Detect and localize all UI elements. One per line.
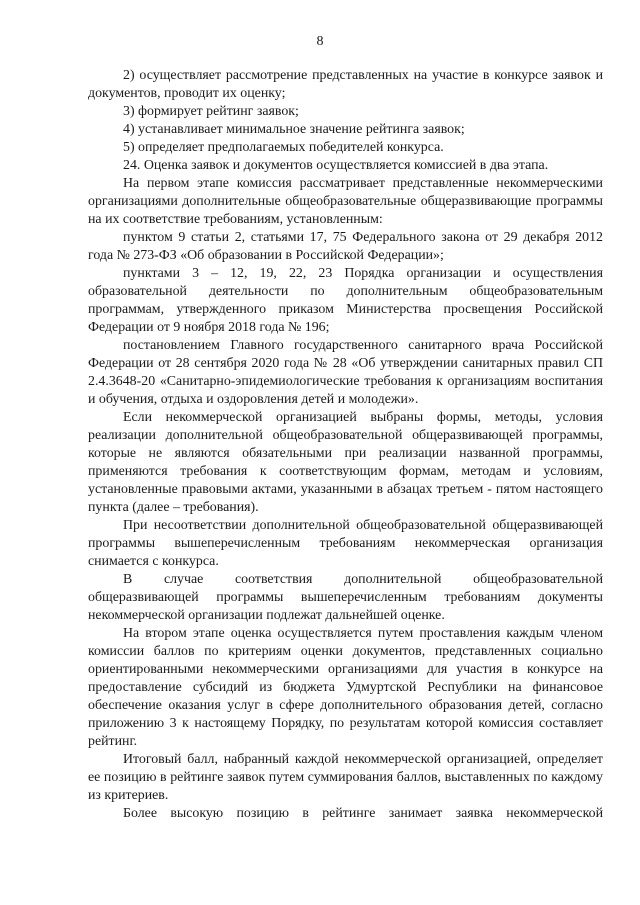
paragraph-sanitary-rules: постановлением Главного государственного санитарного врача Российской Федерации от 28 сентября 2020 года № 28 «Об утверждении санитарных правил СП 2.4.3648-20 «Санитарно-эпидемиологические требования к организациям воспитания и обучения, отдыха и оздоровления детей и молодежи».	[88, 338, 603, 407]
paragraph-noncompliance: При несоответствии дополнительной общеобразовательной общеразвивающей программы вышеперечисленным требованиям некоммерческая организация снимается с конкурса.	[88, 518, 603, 569]
paragraph-second-stage: На втором этапе оценка осуществляется путем проставления каждым членом комиссии баллов по критериям оценки документов, представленных социально ориентированными некоммерческими организациями для участия в конкурсе на предоставление субсидий из бюджета Удмуртской Республики на финансовое обеспечение оказания услуг в сфере дополнительного образования детей, согласно приложению 3 к настоящему Порядку, по результатам которой комиссия составляет рейтинг.	[88, 626, 603, 749]
paragraph-optional-forms: Если некоммерческой организацией выбраны формы, методы, условия реализации дополнительной общеобразовательной общеразвивающей программы, которые не являются обязательными при реализации названной программы, применяются требования к соответствующим формам, методам и условиям, установленные правовыми актами, указанными в абзацах третьем - пятом настоящего пункта (далее – требования).	[88, 410, 603, 515]
paragraph-item-4: 4) устанавливает минимальное значение рейтинга заявок;	[123, 122, 465, 137]
paragraph-compliance: В случае соответствия дополнительной общеобразовательной общеразвивающей программы вышеперечисленным требованиям документы некоммерческой организации подлежат дальнейшей оценке.	[88, 572, 603, 623]
paragraph-total-score: Итоговый балл, набранный каждой некоммерческой организацией, определяет ее позицию в рейтинге заявок путем суммирования баллов, выставленных по каждому из критериев.	[88, 752, 603, 803]
paragraph-item-2: 2) осуществляет рассмотрение представленных на участие в конкурсе заявок и документов, проводит их оценку;	[88, 68, 603, 101]
paragraph-order-points: пунктами 3 – 12, 19, 22, 23 Порядка организации и осуществления образовательной деятельности по дополнительным общеобразовательным программам, утвержденного приказом Министерства просвещения Российской Федерации от 9 ноября 2018 года № 196;	[88, 266, 603, 335]
document-body	[88, 67, 603, 823]
paragraph-federal-law: пунктом 9 статьи 2, статьями 17, 75 Федерального закона от 29 декабря 2012 года № 273-ФЗ «Об образовании в Российской Федерации»;	[88, 230, 603, 263]
paragraph-item-3: 3) формирует рейтинг заявок;	[123, 104, 299, 119]
paragraph-item-5: 5) определяет предполагаемых победителей конкурса.	[123, 140, 444, 155]
page-number: 8	[316, 34, 324, 49]
paragraph-first-stage: На первом этапе комиссия рассматривает представленные некоммерческими организациями дополнительные общеобразовательные общеразвивающие программы на их соответствие требованиям, установленным:	[88, 176, 603, 227]
paragraph-clause-24: 24. Оценка заявок и документов осуществляется комиссией в два этапа.	[123, 158, 549, 173]
paragraph-higher-position: Более высокую позицию в рейтинге занимает заявка некоммерческой	[123, 806, 603, 821]
